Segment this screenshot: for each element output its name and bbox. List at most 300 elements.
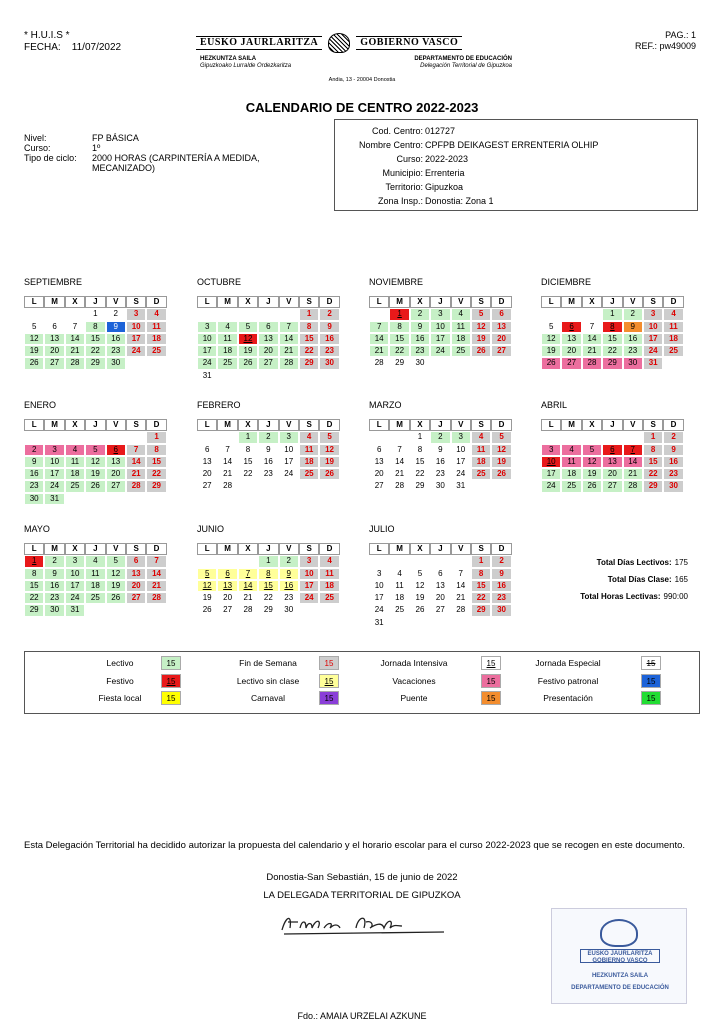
day-cell: 23: [491, 592, 511, 604]
day-cell: 30: [491, 604, 511, 616]
day-cell: 20: [258, 345, 278, 357]
day-cell: 7: [126, 444, 146, 456]
day-cell: 4: [299, 431, 319, 443]
day-cell: 14: [126, 456, 146, 468]
day-cell: 2: [491, 555, 511, 567]
info-row: [24, 143, 302, 153]
day-cell: 10: [541, 456, 561, 468]
day-cell: 22: [410, 468, 430, 480]
day-cell: 10: [451, 444, 471, 456]
day-cell: 22: [24, 592, 44, 604]
day-cell: 18: [299, 456, 319, 468]
header-left: [24, 30, 121, 54]
legend-swatch: 15: [481, 656, 501, 670]
empty-cell: [430, 555, 450, 567]
center-info-value: Gipuzkoa: [425, 182, 464, 192]
center-info-row: [335, 194, 697, 208]
weekday-header: J: [85, 419, 105, 431]
weekday-header: M: [44, 296, 64, 308]
day-cell: 6: [491, 308, 511, 320]
day-cell: 3: [197, 321, 217, 333]
empty-cell: [238, 555, 258, 567]
day-cell: 15: [643, 456, 663, 468]
day-cell: 31: [44, 493, 64, 505]
info-label: Tipo de ciclo:: [24, 153, 77, 163]
day-cell: 5: [197, 568, 217, 580]
info-label: Curso:: [24, 143, 51, 153]
day-cell: 2: [623, 308, 643, 320]
day-cell: 17: [299, 580, 319, 592]
empty-cell: [389, 431, 409, 443]
header-right: [635, 30, 696, 52]
weekday-header: L: [369, 419, 389, 431]
empty-cell: [279, 308, 299, 320]
day-cell: 2: [106, 308, 126, 320]
center-info-box: [334, 119, 698, 211]
weekday-header: L: [197, 419, 217, 431]
weekday-header: V: [451, 296, 471, 308]
weekday-header: J: [602, 296, 622, 308]
weekday-header: V: [623, 296, 643, 308]
day-cell: 28: [582, 357, 602, 369]
day-cell: 23: [106, 345, 126, 357]
day-cell: 25: [85, 592, 105, 604]
legend-label: Fin de Semana: [239, 658, 297, 668]
day-cell: 11: [299, 444, 319, 456]
signed-by: Fdo.: AMAIA URZELAI AZKUNE: [297, 1011, 427, 1021]
day-cell: 31: [197, 370, 217, 382]
center-info-value: Donostia: Zona 1: [425, 196, 494, 206]
weekday-header: D: [319, 543, 339, 555]
day-cell: 20: [491, 333, 511, 345]
month-noviembre: [369, 276, 519, 370]
day-cell: 19: [319, 456, 339, 468]
day-cell: 11: [146, 321, 166, 333]
weekday-header: J: [85, 543, 105, 555]
day-cell: 21: [623, 468, 643, 480]
day-cell: 28: [451, 604, 471, 616]
day-cell: 15: [258, 580, 278, 592]
day-cell: 2: [44, 555, 64, 567]
day-cell: 27: [369, 480, 389, 492]
reference: REF.: pw49009: [634, 41, 696, 51]
day-cell: 21: [146, 580, 166, 592]
day-cell: 15: [85, 333, 105, 345]
day-cell: 4: [85, 555, 105, 567]
day-cell: 30: [106, 357, 126, 369]
day-cell: 26: [106, 592, 126, 604]
empty-cell: [541, 308, 561, 320]
logo-sub-right-2: Delegación Territorial de Gipuzkoa: [420, 63, 512, 69]
day-cell: 9: [430, 444, 450, 456]
day-cell: 29: [299, 357, 319, 369]
day-cell: 16: [279, 580, 299, 592]
day-cell: 14: [279, 333, 299, 345]
month-name: DICIEMBRE: [541, 277, 592, 287]
total-label: Total Horas Lectivas:: [580, 592, 661, 601]
day-cell: 24: [279, 468, 299, 480]
day-cell: 1: [146, 431, 166, 443]
day-cell: 21: [369, 345, 389, 357]
handwritten-signature: [278, 908, 448, 938]
logo-sub-right-1: DEPARTAMENTO DE EDUCACIÓN: [414, 56, 512, 62]
legend-swatch: 15: [319, 656, 339, 670]
weekday-header: S: [299, 419, 319, 431]
month-marzo: [369, 399, 519, 493]
day-cell: 24: [197, 357, 217, 369]
day-cell: 27: [430, 604, 450, 616]
legend-swatch: 15: [641, 691, 661, 705]
day-cell: 5: [319, 431, 339, 443]
info-value: FP BÁSICA: [92, 133, 139, 143]
day-cell: 8: [258, 568, 278, 580]
day-cell: 20: [217, 592, 237, 604]
day-cell: 8: [602, 321, 622, 333]
empty-cell: [561, 308, 581, 320]
empty-cell: [451, 555, 471, 567]
day-cell: 10: [643, 321, 663, 333]
day-cell: 3: [643, 308, 663, 320]
day-cell: 19: [471, 333, 491, 345]
day-cell: 26: [24, 357, 44, 369]
day-cell: 26: [491, 468, 511, 480]
day-cell: 11: [471, 444, 491, 456]
weekday-header: V: [106, 296, 126, 308]
day-cell: 17: [369, 592, 389, 604]
page-number: PAG.: 1: [665, 30, 696, 40]
day-cell: 7: [451, 568, 471, 580]
day-cell: 9: [319, 321, 339, 333]
day-cell: 19: [410, 592, 430, 604]
day-cell: 25: [217, 357, 237, 369]
weekday-header: X: [410, 296, 430, 308]
day-cell: 28: [389, 480, 409, 492]
day-cell: 17: [44, 468, 64, 480]
weekday-header: V: [279, 419, 299, 431]
empty-cell: [369, 431, 389, 443]
day-cell: 23: [410, 345, 430, 357]
month-name: MAYO: [24, 524, 50, 534]
day-cell: 8: [471, 568, 491, 580]
day-cell: 8: [299, 321, 319, 333]
day-cell: 4: [217, 321, 237, 333]
weekday-header: L: [24, 296, 44, 308]
day-cell: 14: [451, 580, 471, 592]
day-cell: 22: [258, 592, 278, 604]
day-cell: 16: [258, 456, 278, 468]
day-cell: 29: [602, 357, 622, 369]
weekday-header: S: [643, 296, 663, 308]
empty-cell: [410, 555, 430, 567]
day-cell: 1: [410, 431, 430, 443]
logo-sub-left-1: HEZKUNTZA SAILA: [200, 56, 257, 62]
day-cell: 29: [24, 604, 44, 616]
day-cell: 5: [85, 444, 105, 456]
legend-swatch: 15: [641, 656, 661, 670]
day-cell: 20: [430, 592, 450, 604]
month-diciembre: [541, 276, 691, 370]
month-octubre: [197, 276, 347, 382]
legend-swatch: 15: [319, 691, 339, 705]
weekday-header: M: [217, 543, 237, 555]
day-cell: 1: [602, 308, 622, 320]
empty-cell: [602, 431, 622, 443]
day-cell: 18: [85, 580, 105, 592]
page-title: CALENDARIO DE CENTRO 2022-2023: [245, 100, 479, 115]
logo-sub-left-2: Gipuzkoako Lurralde Ordezkaritza: [200, 63, 292, 69]
total-label: Total Días Lectivos:: [596, 558, 672, 567]
total-row: [538, 554, 688, 571]
day-cell: 2: [24, 444, 44, 456]
weekday-header: M: [561, 419, 581, 431]
day-cell: 5: [541, 321, 561, 333]
day-cell: 1: [238, 431, 258, 443]
day-cell: 15: [146, 456, 166, 468]
day-cell: 18: [471, 456, 491, 468]
legend-label: Festivo patronal: [537, 675, 599, 686]
day-cell: 25: [299, 468, 319, 480]
day-cell: 25: [319, 592, 339, 604]
day-cell: 30: [319, 357, 339, 369]
day-cell: 9: [258, 444, 278, 456]
legend-swatch: 15: [481, 691, 501, 705]
day-cell: 9: [44, 568, 64, 580]
day-cell: 4: [319, 555, 339, 567]
day-cell: 30: [663, 480, 683, 492]
day-cell: 25: [389, 604, 409, 616]
weekday-header: D: [491, 296, 511, 308]
center-info-label: Municipio:: [382, 168, 423, 178]
day-cell: 22: [471, 592, 491, 604]
day-cell: 17: [197, 345, 217, 357]
day-cell: 12: [491, 444, 511, 456]
day-cell: 12: [106, 568, 126, 580]
day-cell: 4: [561, 444, 581, 456]
weekday-header: L: [24, 543, 44, 555]
day-cell: 18: [319, 580, 339, 592]
total-row: [538, 571, 688, 588]
info-row: [24, 133, 302, 143]
day-cell: 10: [126, 321, 146, 333]
day-cell: 15: [410, 456, 430, 468]
month-grid: [24, 419, 174, 505]
day-cell: 16: [663, 456, 683, 468]
day-cell: 6: [197, 444, 217, 456]
day-cell: 5: [106, 555, 126, 567]
day-cell: 4: [663, 308, 683, 320]
day-cell: 27: [106, 480, 126, 492]
empty-cell: [561, 431, 581, 443]
center-info-label: Zona Insp.:: [377, 196, 423, 206]
day-cell: 20: [106, 468, 126, 480]
info-row: [24, 153, 302, 173]
day-cell: 23: [663, 468, 683, 480]
weekday-header: J: [430, 419, 450, 431]
weekday-header: M: [44, 419, 64, 431]
month-grid: [369, 543, 519, 629]
legend-label: Fiesta local: [98, 693, 142, 703]
month-grid: [197, 543, 347, 617]
day-cell: 8: [643, 444, 663, 456]
day-cell: 29: [258, 604, 278, 616]
empty-cell: [389, 555, 409, 567]
day-cell: 30: [430, 480, 450, 492]
month-name: SEPTIEMBRE: [24, 277, 83, 287]
day-cell: 12: [541, 333, 561, 345]
day-cell: 29: [389, 357, 409, 369]
info-label: Nivel:: [24, 133, 47, 143]
day-cell: 28: [279, 357, 299, 369]
weekday-header: S: [471, 543, 491, 555]
day-cell: 22: [85, 345, 105, 357]
day-cell: 1: [24, 555, 44, 567]
day-cell: 31: [643, 357, 663, 369]
day-cell: 26: [410, 604, 430, 616]
legend-label: Vacaciones: [392, 675, 436, 686]
day-cell: 11: [319, 568, 339, 580]
day-cell: 9: [623, 321, 643, 333]
month-name: NOVIEMBRE: [369, 277, 424, 287]
legend-swatch: 15: [319, 674, 339, 688]
weekday-header: M: [389, 419, 409, 431]
weekday-header: X: [582, 296, 602, 308]
weekday-header: M: [217, 419, 237, 431]
official-stamp: [551, 908, 687, 1004]
day-cell: 1: [471, 555, 491, 567]
day-cell: 16: [623, 333, 643, 345]
day-cell: 26: [471, 345, 491, 357]
weekday-header: S: [126, 543, 146, 555]
stamp-text-3: HEZKUNTZA SAILA: [591, 973, 649, 979]
day-cell: 17: [65, 580, 85, 592]
day-cell: 24: [126, 345, 146, 357]
day-cell: 6: [106, 444, 126, 456]
weekday-header: M: [44, 543, 64, 555]
weekday-header: J: [258, 543, 278, 555]
center-info-row: [335, 152, 697, 166]
day-cell: 23: [430, 468, 450, 480]
signer-title: LA DELEGADA TERRITORIAL DE GIPUZKOA: [263, 890, 461, 901]
day-cell: 4: [65, 444, 85, 456]
fecha-label: FECHA:: [24, 42, 61, 53]
day-cell: 7: [279, 321, 299, 333]
day-cell: 18: [389, 592, 409, 604]
day-cell: 12: [410, 580, 430, 592]
day-cell: 26: [319, 468, 339, 480]
weekday-header: S: [643, 419, 663, 431]
day-cell: 20: [561, 345, 581, 357]
day-cell: 22: [389, 345, 409, 357]
day-cell: 6: [561, 321, 581, 333]
day-cell: 1: [389, 308, 409, 320]
day-cell: 15: [471, 580, 491, 592]
month-enero: [24, 399, 174, 505]
weekday-header: S: [299, 296, 319, 308]
day-cell: 21: [389, 468, 409, 480]
weekday-header: X: [238, 543, 258, 555]
day-cell: 6: [258, 321, 278, 333]
day-cell: 30: [44, 604, 64, 616]
total-value: 175: [674, 558, 688, 567]
day-cell: 10: [430, 321, 450, 333]
empty-cell: [217, 431, 237, 443]
month-grid: [24, 296, 174, 370]
day-cell: 19: [491, 456, 511, 468]
day-cell: 29: [85, 357, 105, 369]
day-cell: 13: [126, 568, 146, 580]
weekday-header: V: [106, 543, 126, 555]
day-cell: 11: [561, 456, 581, 468]
month-grid: [369, 419, 519, 493]
day-cell: 12: [238, 333, 258, 345]
day-cell: 23: [279, 592, 299, 604]
weekday-header: D: [146, 543, 166, 555]
day-cell: 15: [299, 333, 319, 345]
empty-cell: [126, 431, 146, 443]
day-cell: 22: [238, 468, 258, 480]
day-cell: 21: [65, 345, 85, 357]
day-cell: 17: [430, 333, 450, 345]
empty-cell: [65, 308, 85, 320]
legend-label: Lectivo sin clase: [236, 675, 300, 686]
day-cell: 16: [44, 580, 64, 592]
day-cell: 18: [217, 345, 237, 357]
weekday-header: D: [663, 296, 683, 308]
day-cell: 10: [369, 580, 389, 592]
day-cell: 5: [471, 308, 491, 320]
fecha-value: 11/07/2022: [71, 42, 122, 53]
day-cell: 28: [623, 480, 643, 492]
day-cell: 17: [643, 333, 663, 345]
month-grid: [369, 296, 519, 370]
day-cell: 27: [561, 357, 581, 369]
day-cell: 13: [197, 456, 217, 468]
day-cell: 22: [602, 345, 622, 357]
day-cell: 10: [279, 444, 299, 456]
day-cell: 27: [126, 592, 146, 604]
day-cell: 9: [410, 321, 430, 333]
weekday-header: D: [319, 419, 339, 431]
weekday-header: D: [663, 419, 683, 431]
day-cell: 3: [279, 431, 299, 443]
huis-label: * H.U.I.S *: [24, 30, 70, 41]
month-abril: [541, 399, 691, 493]
weekday-header: D: [491, 419, 511, 431]
day-cell: 18: [451, 333, 471, 345]
stamp-text-1: EUSKO JAURLARITZA: [587, 951, 653, 957]
info-value: 2000 HORAS (CARPINTERÍA A MEDIDA, MECANIZADO): [92, 153, 260, 173]
day-cell: 25: [146, 345, 166, 357]
center-info-value: CPFPB DEIKAGEST ERRENTERIA OLHIP: [425, 140, 599, 150]
day-cell: 25: [65, 480, 85, 492]
day-cell: 1: [258, 555, 278, 567]
logo-address: Andia, 13 - 20004 Donostia: [328, 77, 396, 83]
day-cell: 24: [369, 604, 389, 616]
day-cell: 6: [602, 444, 622, 456]
empty-cell: [369, 555, 389, 567]
day-cell: 16: [106, 333, 126, 345]
day-cell: 11: [451, 321, 471, 333]
total-label: Total Días Clase:: [607, 575, 672, 584]
day-cell: 19: [106, 580, 126, 592]
day-cell: 13: [491, 321, 511, 333]
day-cell: 4: [471, 431, 491, 443]
empty-cell: [24, 431, 44, 443]
legend-label: Lectivo: [106, 658, 134, 668]
day-cell: 19: [197, 592, 217, 604]
weekday-header: M: [389, 296, 409, 308]
center-info-value: 2022-2023: [425, 154, 469, 164]
